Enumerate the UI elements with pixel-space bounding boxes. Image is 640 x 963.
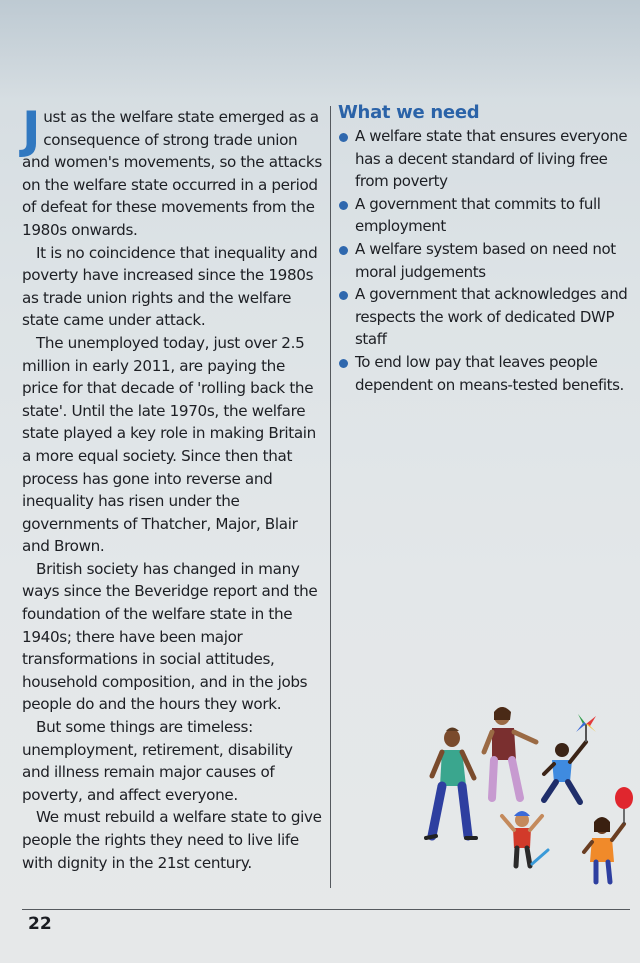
child-with-pinwheel	[544, 714, 596, 802]
article-body	[22, 101, 322, 874]
list-item	[338, 193, 630, 238]
children-playing-illustration	[420, 698, 640, 898]
what-we-need-box	[338, 102, 630, 396]
column-divider	[330, 106, 331, 888]
bullet-icon	[339, 246, 348, 255]
bullet-icon	[339, 201, 348, 210]
bullet-icon	[339, 133, 348, 142]
woman-figure	[484, 707, 536, 798]
list-item-text: A welfare state that ensures everyone has a decent standard of living free from poverty	[355, 127, 628, 191]
article-paragraph-3: The unemployed today, just over 2.5 million in early 2011, are paying the price for that decade of 'rolling back the state'. Until the late 1970s, the welfare state played a key role in making Britain a more equal society. Since then that process has gone into reverse and inequality has risen under the governments of Thatcher, Major, Blair and Brown.	[22, 333, 316, 556]
article-paragraph-5: But some things are timeless: unemployment, retirement, disability and illness remain major causes of poverty, and affect everyone.	[22, 718, 293, 804]
dropcap: J	[22, 101, 41, 159]
page-number: 22	[28, 914, 52, 934]
list-item-text: To end low pay that leaves people dependent on means-tested benefits.	[355, 352, 624, 394]
list-item-text: A welfare system based on need not moral judgements	[355, 239, 616, 281]
paragraph-text: ust as the welfare state emerged as a consequence of strong trade union and women's movements, so the attacks on the welfare state occurred in a period of defeat for these movements from the 1980s onwards.	[22, 108, 322, 239]
article-paragraph-4: British society has changed in many ways since the Beveridge report and the foundation of the welfare state in the 1940s; there have been major transformations in social attitudes, household composition, and in the jobs people do and the hours they work.	[22, 559, 318, 714]
list-item	[338, 125, 630, 193]
list-item	[338, 283, 630, 351]
girl-with-balloon	[584, 787, 633, 882]
faded-header-band	[0, 0, 640, 100]
article-paragraph-6: We must rebuild a welfare state to give people the rights they need to live life with dignity in the 21st century.	[22, 808, 322, 872]
bullet-icon	[339, 359, 348, 368]
child-with-cap	[502, 811, 548, 866]
bullet-icon	[339, 291, 348, 300]
list-item-text: A government that commits to full employment	[355, 194, 601, 236]
list-item-text: A government that acknowledges and respects the work of dedicated DWP staff	[355, 285, 628, 349]
footer-rule	[22, 909, 630, 910]
list-item	[338, 351, 630, 396]
article-paragraph-2: It is no coincidence that inequality and poverty have increased since the 1980s as trade union rights and the welfare state came under attack.	[22, 243, 318, 330]
what-we-need-list	[338, 125, 630, 396]
article-paragraph-1	[22, 101, 322, 242]
adult-figure	[426, 728, 476, 839]
what-we-need-heading: What we need	[338, 102, 480, 123]
list-item	[338, 238, 630, 283]
